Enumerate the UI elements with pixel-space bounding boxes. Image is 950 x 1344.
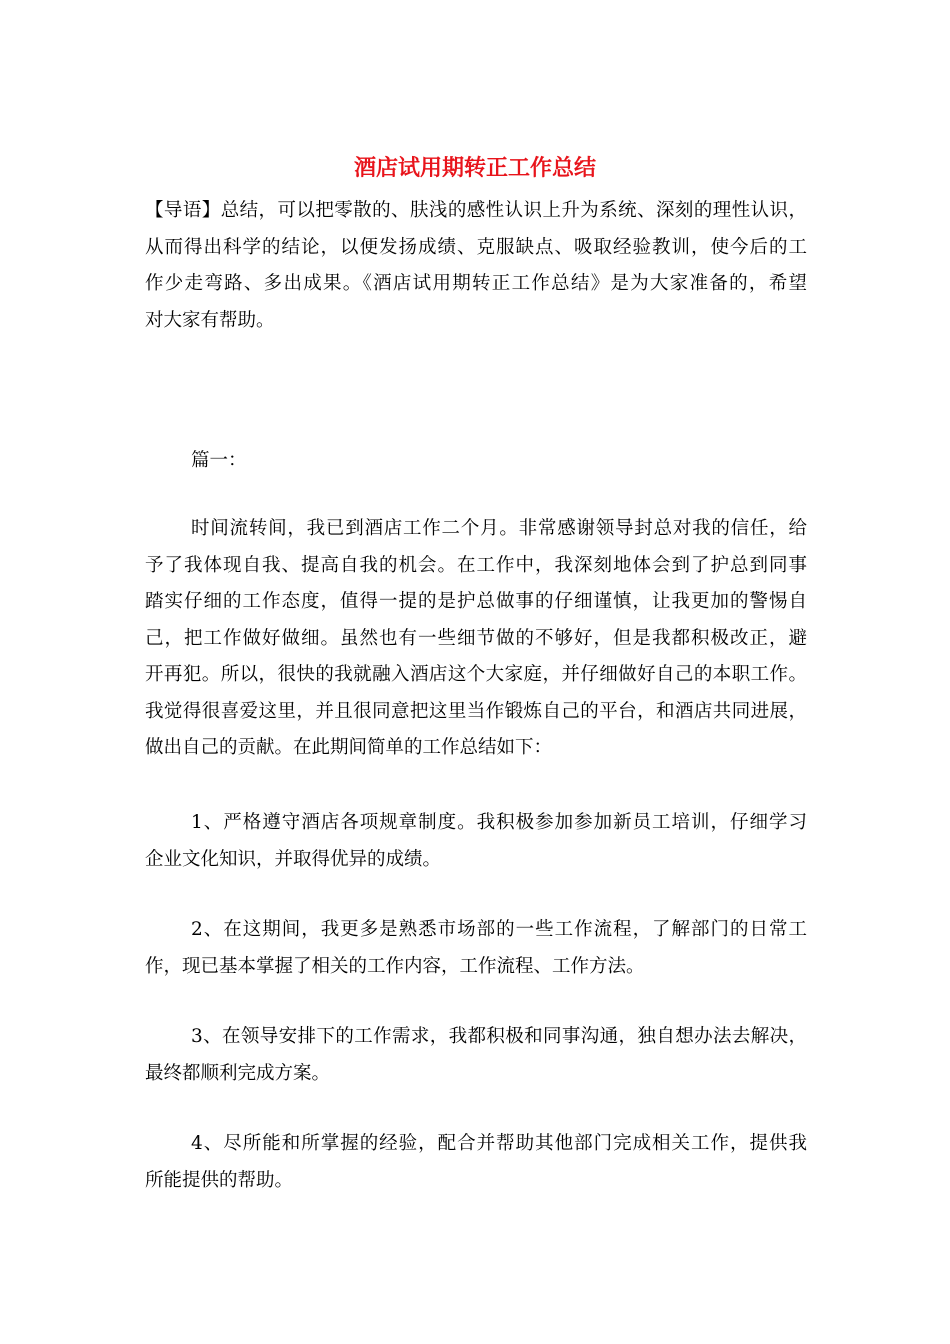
list-item-line: 作，现已基本掌握了相关的工作内容，工作流程、工作方法。: [145, 955, 645, 977]
paragraph-line: 己，把工作做好做细。虽然也有一些细节做的不够好，但是我都积极改正，避: [145, 627, 807, 649]
body-paragraph: [145, 511, 807, 767]
list-item-line: 1、严格遵守酒店各项规章制度。我积极参加参加新员工培训，仔细学习: [191, 812, 807, 833]
list-item-line: 所能提供的帮助。: [145, 1169, 294, 1191]
intro-line: 对大家有帮助。: [145, 309, 275, 331]
paragraph-line: 做出自己的贡献。在此期间简单的工作总结如下：: [145, 737, 553, 758]
paragraph-line: 我觉得很喜爱这里，并且很同意把这里当作锻炼自己的平台，和酒店共同进展，: [145, 700, 807, 722]
paragraph-line: 予了我体现自我、提高自我的机会。在工作中，我深刻地体会到了护总到同事: [145, 554, 807, 576]
list-item: [145, 1019, 807, 1092]
list-item-line: 最终都顺利完成方案。: [145, 1062, 331, 1084]
section-heading: 篇一：: [191, 450, 247, 471]
document-title: 酒店试用期转正工作总结: [353, 155, 596, 181]
list-item-line: 企业文化知识，并取得优异的成绩。: [145, 848, 442, 870]
intro-paragraph: [145, 193, 807, 339]
paragraph-line: 开再犯。所以，很快的我就融入酒店这个大家庭，并仔细做好自己的本职工作。: [145, 664, 807, 685]
list-item-line: 3、在领导安排下的工作需求，我都积极和同事沟通，独自想办法去解决，: [191, 1026, 807, 1047]
intro-line: 【导语】总结，可以把零散的、肤浅的感性认识上升为系统、深刻的理性认识，: [145, 200, 807, 221]
paragraph-line: 踏实仔细的工作态度，值得一提的是护总做事的仔细谨慎，让我更加的警惕自: [145, 591, 807, 612]
section-heading-block: [145, 443, 807, 480]
intro-line: 作少走弯路、多出成果。《酒店试用期转正工作总结》是为大家准备的，希望: [145, 273, 807, 294]
list-item: [145, 805, 807, 878]
list-item-line: 2、在这期间，我更多是熟悉市场部的一些工作流程，了解部门的日常工: [191, 919, 807, 940]
paragraph-line: 时间流转间，我已到酒店工作二个月。非常感谢领导封总对我的信任，给: [191, 518, 807, 539]
list-item: [145, 912, 807, 985]
intro-line: 从而得出科学的结论，以便发扬成绩、克服缺点、吸取经验教训，使今后的工: [145, 236, 807, 258]
list-item-line: 4、尽所能和所掌握的经验，配合并帮助其他部门完成相关工作，提供我: [191, 1133, 807, 1154]
list-item: [145, 1126, 807, 1199]
